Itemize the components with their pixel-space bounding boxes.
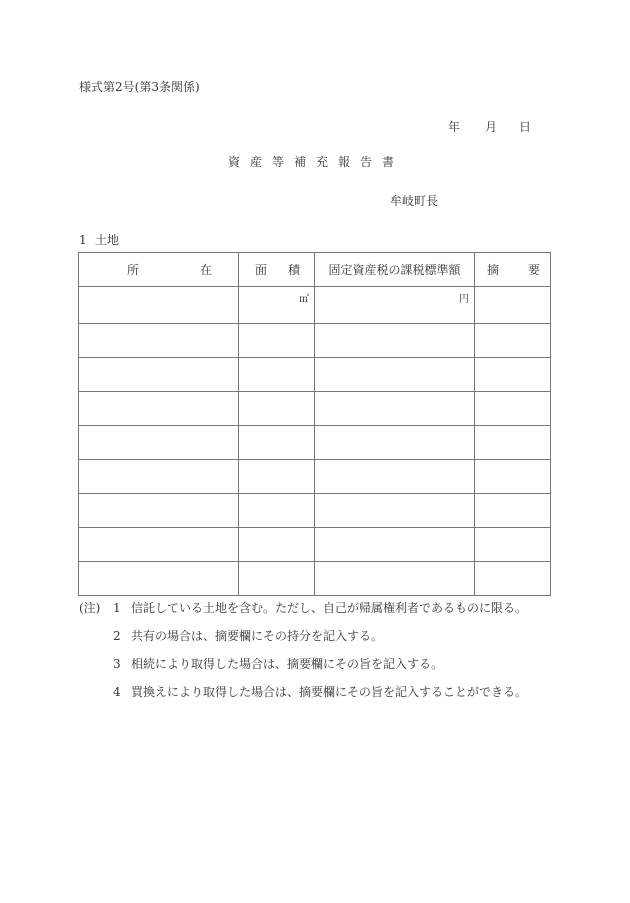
note-number: 2 xyxy=(113,629,121,643)
location-cell[interactable] xyxy=(79,287,239,324)
land-table xyxy=(78,252,551,596)
area-cell[interactable] xyxy=(239,460,315,494)
remarks-cell[interactable] xyxy=(475,426,551,460)
location-cell[interactable] xyxy=(79,358,239,392)
area-cell[interactable] xyxy=(239,494,315,528)
tax-base-cell[interactable] xyxy=(315,392,475,426)
tax-base-cell[interactable] xyxy=(315,494,475,528)
note-item-4 xyxy=(113,683,527,700)
header-text: 摘 xyxy=(487,263,500,277)
area-cell[interactable] xyxy=(239,287,315,324)
section-number: 1 xyxy=(79,233,87,247)
remarks-cell[interactable] xyxy=(475,494,551,528)
title-char: 書 xyxy=(382,155,395,169)
table-row xyxy=(79,392,551,426)
column-header-tax-base: 固定資産税の課税標準額 xyxy=(315,253,475,287)
area-cell[interactable] xyxy=(239,324,315,358)
title-char: 資 xyxy=(228,155,241,169)
header-text: 要 xyxy=(527,263,540,277)
remarks-cell[interactable] xyxy=(475,358,551,392)
tax-base-cell[interactable] xyxy=(315,358,475,392)
header-text: 在 xyxy=(199,263,212,277)
location-cell[interactable] xyxy=(79,460,239,494)
document-title xyxy=(228,153,404,170)
section-title: 土地 xyxy=(95,233,120,247)
remarks-cell[interactable] xyxy=(475,562,551,596)
note-text: 信託している土地を含む。ただし、自己が帰属権利者であるものに限る。 xyxy=(131,601,528,615)
column-header-location xyxy=(79,253,239,287)
area-cell[interactable] xyxy=(239,392,315,426)
title-char: 産 xyxy=(250,155,263,169)
table-row xyxy=(79,460,551,494)
title-char: 報 xyxy=(338,155,351,169)
remarks-cell[interactable] xyxy=(475,392,551,426)
location-cell[interactable] xyxy=(79,324,239,358)
area-cell[interactable] xyxy=(239,528,315,562)
header-text: 所 xyxy=(127,263,140,277)
area-cell[interactable] xyxy=(239,426,315,460)
location-cell[interactable] xyxy=(79,562,239,596)
note-number: 1 xyxy=(113,601,121,615)
area-cell[interactable] xyxy=(239,562,315,596)
tax-base-cell[interactable] xyxy=(315,460,475,494)
table-row xyxy=(79,426,551,460)
table-row xyxy=(79,528,551,562)
date-month-label: 月 xyxy=(485,120,498,134)
title-char: 充 xyxy=(316,155,329,169)
note-number: 3 xyxy=(113,657,121,671)
remarks-cell[interactable] xyxy=(475,287,551,324)
table-row xyxy=(79,562,551,596)
location-cell[interactable] xyxy=(79,426,239,460)
note-text: 共有の場合は、摘要欄にその持分を記入する。 xyxy=(131,629,384,643)
remarks-cell[interactable] xyxy=(475,460,551,494)
form-number: 様式第2号(第3条関係) xyxy=(79,80,200,94)
tax-base-cell[interactable] xyxy=(315,287,475,324)
notes-label: (注) xyxy=(79,601,101,615)
yen-unit: 円 xyxy=(459,294,469,305)
table-row xyxy=(79,287,551,324)
note-item-1 xyxy=(79,599,527,616)
note-text: 相続により取得した場合は、摘要欄にその旨を記入する。 xyxy=(131,657,444,671)
addressee: 牟岐町長 xyxy=(390,194,439,208)
remarks-cell[interactable] xyxy=(475,528,551,562)
note-text: 買換えにより取得した場合は、摘要欄にその旨を記入することができる。 xyxy=(131,685,528,699)
column-header-remarks xyxy=(475,253,551,287)
remarks-cell[interactable] xyxy=(475,324,551,358)
title-char: 告 xyxy=(360,155,373,169)
table-row xyxy=(79,358,551,392)
note-item-2 xyxy=(113,627,383,644)
date-day-label: 日 xyxy=(519,120,532,134)
note-item-3 xyxy=(113,655,443,672)
date-year-label: 年 xyxy=(448,120,461,134)
tax-base-cell[interactable] xyxy=(315,528,475,562)
table-header-row xyxy=(79,253,551,287)
title-char: 等 xyxy=(272,155,285,169)
header-text: 積 xyxy=(287,263,300,277)
note-number: 4 xyxy=(113,685,121,699)
area-unit: ㎡ xyxy=(299,294,309,305)
title-char: 補 xyxy=(294,155,307,169)
location-cell[interactable] xyxy=(79,494,239,528)
section-heading xyxy=(79,231,119,248)
header-text: 面 xyxy=(255,263,268,277)
table-row xyxy=(79,494,551,528)
column-header-area xyxy=(239,253,315,287)
table-row xyxy=(79,324,551,358)
location-cell[interactable] xyxy=(79,528,239,562)
location-cell[interactable] xyxy=(79,392,239,426)
tax-base-cell[interactable] xyxy=(315,426,475,460)
tax-base-cell[interactable] xyxy=(315,324,475,358)
area-cell[interactable] xyxy=(239,358,315,392)
tax-base-cell[interactable] xyxy=(315,562,475,596)
